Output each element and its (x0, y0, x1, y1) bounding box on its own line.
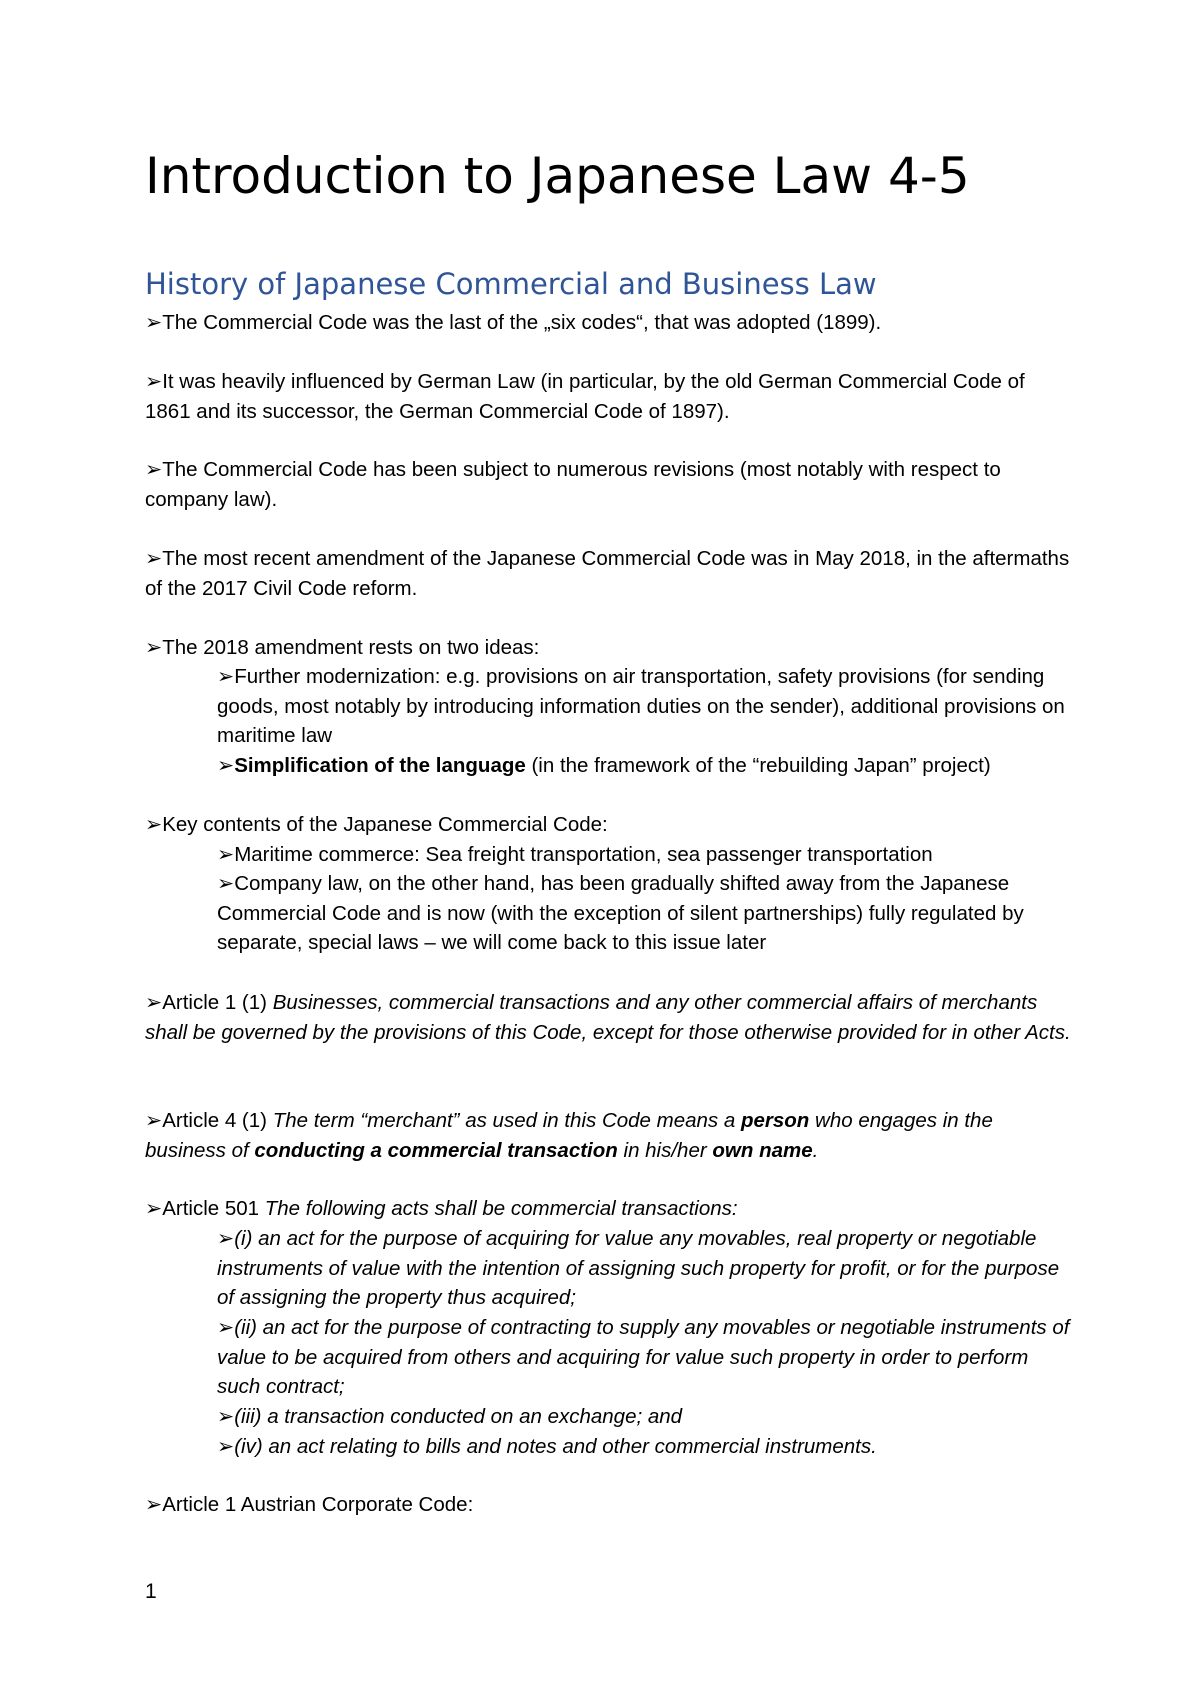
sub-bullet-article-501-i: ➢(i) an act for the purpose of acquiring for value any movables, real property or negotiable instruments of value with the intention of assigning such property for profit, or for the purpose of assigning the property thus acquired; (217, 1227, 1060, 1310)
sub-bullet-article-501-iii: ➢(iii) a transaction conducted on an exchange; and (217, 1405, 683, 1428)
bullet-recent-amendment: ➢The most recent amendment of the Japanese Commercial Code was in May 2018, in the aftermaths of the 2017 Civil Code reform. (145, 547, 1070, 600)
sub-bullet-modernization: ➢Further modernization: e.g. provisions on air transportation, safety provisions (for sending goods, most notably by introducing information duties on the sender), additional provisions on maritime law (217, 665, 1065, 748)
arrow-bullet-icon: ➢ (145, 370, 163, 393)
sub-bullet-maritime: ➢Maritime commerce: Sea freight transportation, sea passenger transportation (217, 843, 933, 866)
bullet-article-501: ➢Article 501 The following acts shall be commercial transactions: (145, 1197, 738, 1220)
bullet-commercial-code-adopted: ➢The Commercial Code was the last of the „six codes“, that was adopted (1899). (145, 311, 882, 334)
sub-bullet-company-law: ➢Company law, on the other hand, has been gradually shifted away from the Japanese Commercial Code and is now (with the exception of silent partnerships) fully regulated by separate, special laws – we will come back to this issue later (217, 872, 1024, 955)
arrow-bullet-icon: ➢ (145, 1197, 163, 1220)
arrow-bullet-icon: ➢ (217, 1405, 235, 1428)
arrow-bullet-icon: ➢ (217, 872, 235, 895)
section-heading: History of Japanese Commercial and Business Law (145, 267, 877, 301)
arrow-bullet-icon: ➢ (145, 1493, 163, 1516)
arrow-bullet-icon: ➢ (145, 991, 163, 1014)
page-title: Introduction to Japanese Law 4-5 (145, 147, 970, 205)
arrow-bullet-icon: ➢ (145, 813, 163, 836)
arrow-bullet-icon: ➢ (217, 843, 235, 866)
bullet-key-contents: ➢Key contents of the Japanese Commercial Code: (145, 813, 608, 836)
sub-bullet-article-501-ii: ➢(ii) an act for the purpose of contracting to supply any movables or negotiable instruments of value to be acquired from others and acquiring for value such property in order to perform such contract; (217, 1316, 1070, 1399)
arrow-bullet-icon: ➢ (217, 1316, 235, 1339)
arrow-bullet-icon: ➢ (145, 547, 163, 570)
bullet-2018-amendment: ➢The 2018 amendment rests on two ideas: (145, 636, 540, 659)
arrow-bullet-icon: ➢ (217, 754, 235, 777)
arrow-bullet-icon: ➢ (145, 458, 163, 481)
arrow-bullet-icon: ➢ (217, 665, 235, 688)
bullet-revisions: ➢The Commercial Code has been subject to numerous revisions (most notably with respect to company law). (145, 458, 1001, 511)
bullet-article-4: ➢Article 4 (1) The term “merchant” as used in this Code means a person who engages in the business of conducting a commercial transaction in his/her own name. (145, 1109, 993, 1162)
arrow-bullet-icon: ➢ (145, 311, 163, 334)
sub-bullet-article-501-iv: ➢(iv) an act relating to bills and notes and other commercial instruments. (217, 1435, 877, 1458)
bullet-article-1: ➢Article 1 (1) Businesses, commercial transactions and any other commercial affairs of merchants shall be governed by the provisions of this Code, except for those otherwise provided for in other Acts. (145, 991, 1071, 1044)
arrow-bullet-icon: ➢ (217, 1227, 235, 1250)
arrow-bullet-icon: ➢ (145, 1109, 163, 1132)
sub-bullet-simplification: ➢Simplification of the language (in the framework of the “rebuilding Japan” project) (217, 754, 991, 777)
arrow-bullet-icon: ➢ (145, 636, 163, 659)
bullet-german-influence: ➢It was heavily influenced by German Law (in particular, by the old German Commercial Code of 1861 and its successor, the German Commercial Code of 1897). (145, 370, 1025, 423)
arrow-bullet-icon: ➢ (217, 1435, 235, 1458)
bullet-austrian-corporate-code: ➢Article 1 Austrian Corporate Code: (145, 1493, 474, 1516)
page-number: 1 (145, 1580, 157, 1603)
